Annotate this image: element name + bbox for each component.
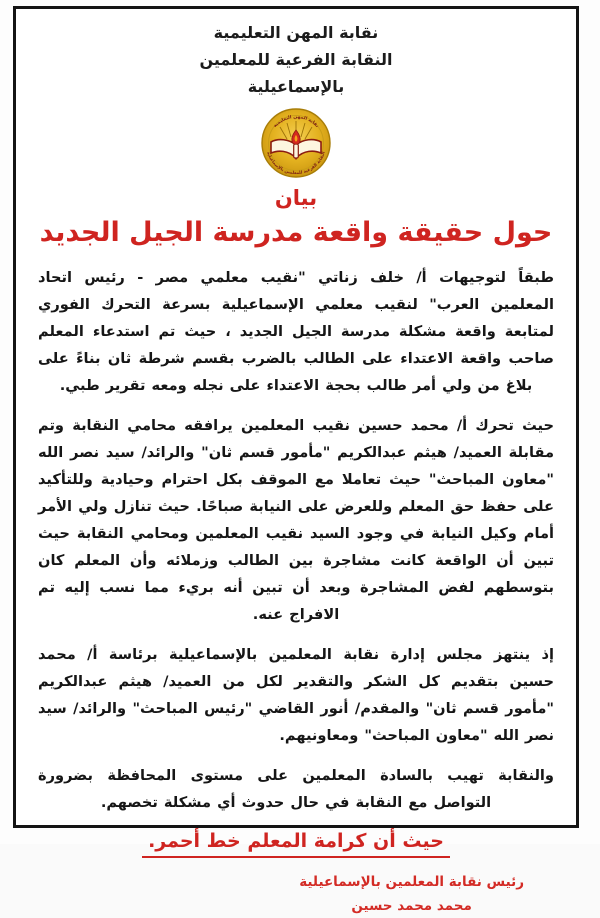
org-name-line: نقابة المهن التعليمية: [213, 23, 379, 42]
statement-body: [38, 264, 554, 816]
signature-block: [299, 870, 524, 918]
statement-paragraph: والنقابة تهيب بالسادة المعلمين على مستوى المحافظة بضرورة التواصل مع النقابة في حال حدوث أي مشكلة تخصهم.: [38, 767, 554, 811]
org-branch-line: النقابة الفرعية للمعلمين: [199, 50, 393, 69]
document-page: [13, 6, 579, 914]
emblem-arc-text-bottom: النقابة الفرعية للمعلمين بالإسماعيلية: [266, 150, 326, 176]
red-slogan-row: [38, 829, 554, 858]
org-header: [38, 19, 554, 100]
statement-paragraph: حيث تحرك أ/ محمد حسين نقيب المعلمين يرافقه محامي النقابة وتم مقابلة العميد/ هيثم عبدالكريم "مأمور قسم ثان" والرائد/ سيد نصر الله "معاون المباحث" حيث تعاملا مع الموقف بكل احترام وحيادية وللتأكيد على حفظ حق المعلم وللعرض على النيابة صباحًا. حيث تنازل ولي الأمر أمام وكيل النيابة في وجود السيد نقيب المعلمين ومحامي النقابة حيث تبين أن الواقعة كانت مشاجرة بين الطالب وزملائه وأن المعلم كان بتوسطهم لفض المشاجرة وبعد أن تبين أنه بريء مما نسب إليه تم الافراج عنه.: [38, 417, 554, 623]
statement-paragraph: طبقاً لتوجيهات أ/ خلف زناتي "نقيب معلمي مصر - رئيس اتحاد المعلمين العرب" لنقيب معلمي الإسماعيلية بسرعة التحرك الفوري لمتابعة واقعة مشكلة مدرسة الجيل الجديد ، حيث تم استدعاء المعلم صاحب واقعة الاعتداء على الطالب بالضرب بقسم شرطة ثان بناءً على بلاغ من ولي أمر طالب بحجة الاعتداء على نجله ومعه تقرير طبي.: [38, 269, 554, 394]
signature-title: رئيس نقابة المعلمين بالإسماعيلية: [299, 874, 524, 890]
org-city-line: بالإسماعيلية: [247, 77, 345, 96]
statement-paragraph: إذ ينتهز مجلس إدارة نقابة المعلمين بالإسماعيلية برئاسة أ/ محمد حسين بتقديم كل الشكر والتقدير لكل من العميد/ هيثم عبدالكريم "مأمور قسم ثان" والمقدم/ أنور القاضي "رئيس المباحث" والرائد/ سيد نصر الله "معاون المباحث" ومعاونيهم.: [38, 646, 554, 744]
syndicate-logo: [38, 106, 554, 180]
statement-title: حول حقيقة واقعة مدرسة الجيل الجديد: [39, 217, 553, 248]
emblem-arc-text-top: نقابة المهن التعليمية: [272, 114, 320, 129]
statement-label: بيان: [274, 186, 318, 210]
red-slogan-line: حيث أن كرامة المعلم خط أحمر.: [142, 829, 450, 858]
syndicate-emblem-icon: [258, 106, 334, 180]
signature-name: محمد محمد حسين: [351, 898, 472, 914]
